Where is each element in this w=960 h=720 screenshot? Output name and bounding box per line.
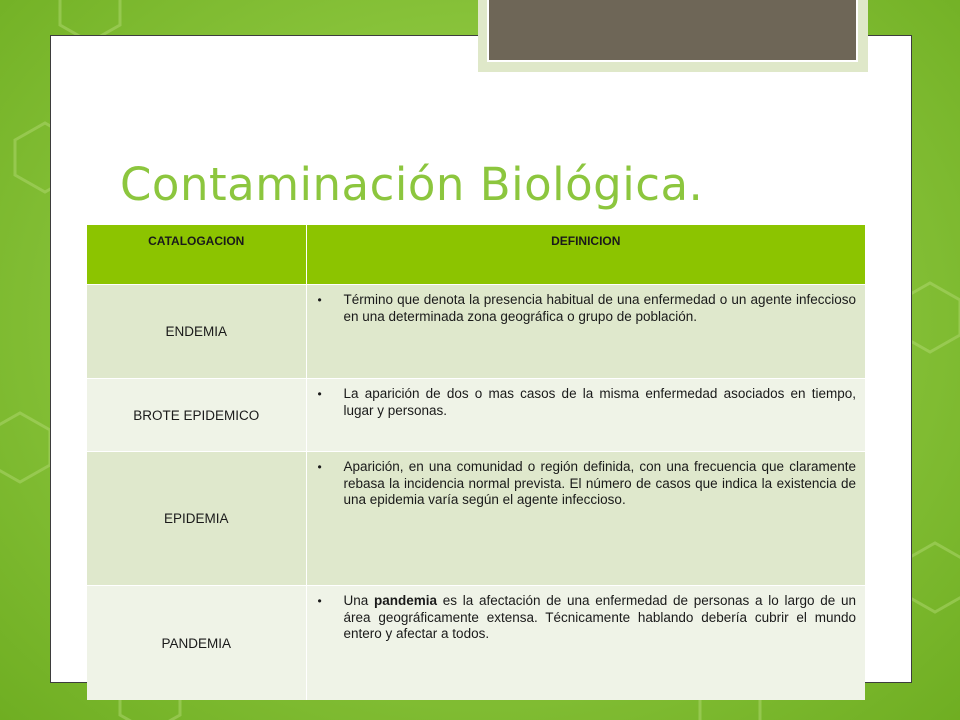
term-cell: EPIDEMIA: [87, 452, 306, 586]
decorative-tab: [487, 0, 858, 62]
definition-cell: [306, 285, 865, 379]
catalog-table: [87, 225, 865, 700]
definition-text: • Aparición, en una comunidad o región definida, con una frecuencia que claramente rebasa la incidencia normal prevista. El número de casos que indica la existencia de una epidemia varía según el agente infeccioso.: [344, 459, 857, 509]
table-row: [87, 586, 865, 701]
definition-text-end: es la afectación de una enfermedad de personas a lo largo de un área geográficamente extensa. Técnicamente hablando debería cubrir el mundo entero y afectar a todos.: [343, 593, 856, 641]
table-row: [87, 379, 865, 452]
definition-cell: [306, 586, 865, 701]
table-row: [87, 452, 865, 586]
table-header-row: [87, 225, 865, 285]
header-catalogacion: CATALOGACION: [87, 225, 306, 285]
definition-cell: [306, 379, 865, 452]
definition-text: • Término que denota la presencia habitual de una enfermedad o un agente infeccioso en una determinada zona geográfica o grupo de población.: [344, 292, 857, 325]
definition-text-start: Una: [343, 593, 374, 608]
definition-bold-term: pandemia: [374, 593, 438, 608]
definition-cell: [306, 452, 865, 586]
header-definicion: DEFINICION: [306, 225, 865, 285]
table-row: [87, 285, 865, 379]
term-cell: PANDEMIA: [87, 586, 306, 701]
term-cell: BROTE EPIDEMICO: [87, 379, 306, 452]
definition-text: • La aparición de dos o mas casos de la misma enfermedad asociados en tiempo, lugar y personas.: [344, 386, 857, 419]
definition-text: [344, 593, 857, 643]
term-cell: ENDEMIA: [87, 285, 306, 379]
slide-title: Contaminación Biológica.: [120, 158, 704, 211]
